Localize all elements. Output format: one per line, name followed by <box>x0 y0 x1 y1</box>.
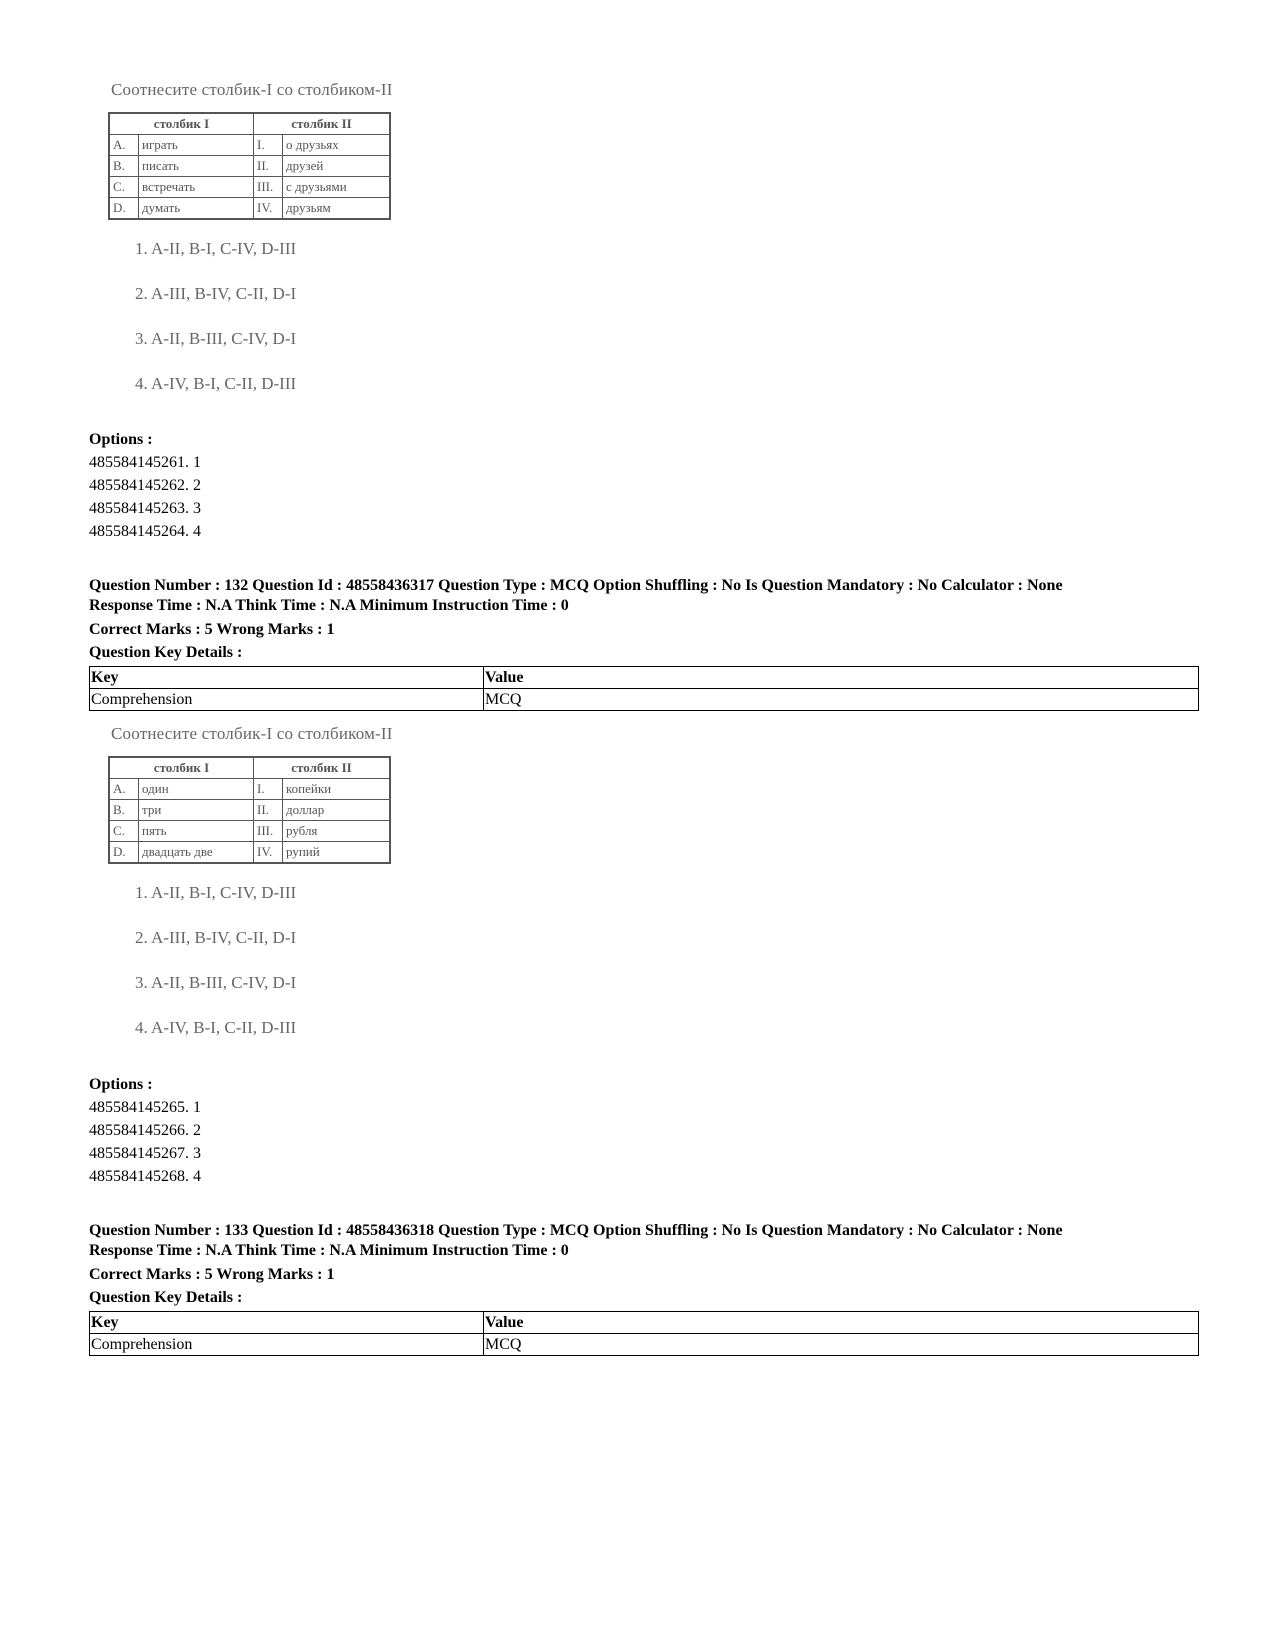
marks-line: Correct Marks : 5 Wrong Marks : 1 <box>89 621 335 638</box>
row-right: копейки <box>283 779 391 800</box>
row-left: двадцать две <box>139 842 254 864</box>
col2-header: столбик II <box>254 113 391 135</box>
row-right: рубля <box>283 821 391 842</box>
table-row <box>109 198 390 220</box>
row-right: доллар <box>283 800 391 821</box>
option-item: 485584145266. 2 <box>89 1122 201 1139</box>
choice-4: 4. A-IV, B-I, C-II, D-III <box>135 374 297 393</box>
row-roman: III. <box>254 821 283 842</box>
option-item: 485584145264. 4 <box>89 523 201 540</box>
key-value-table <box>89 666 1199 711</box>
key-details-label: Question Key Details : <box>89 644 243 661</box>
row-left: писать <box>139 156 254 177</box>
answer-choices <box>135 238 448 418</box>
choice-4: 4. A-IV, B-I, C-II, D-III <box>135 1018 297 1037</box>
options-label: Options : <box>89 431 153 448</box>
options-label: Options : <box>89 1076 153 1093</box>
key-value-table <box>89 1311 1199 1356</box>
key-cell: Comprehension <box>90 689 484 711</box>
row-letter: B. <box>109 800 139 821</box>
row-left: встречать <box>139 177 254 198</box>
value-header: Value <box>484 667 1199 689</box>
table-row <box>109 779 390 800</box>
value-cell: MCQ <box>484 1334 1199 1356</box>
table-row <box>109 156 390 177</box>
choice-3: 3. A-II, B-III, C-IV, D-I <box>135 973 297 992</box>
row-left: думать <box>139 198 254 220</box>
choice-3: 3. A-II, B-III, C-IV, D-I <box>135 329 297 348</box>
col1-header: столбик I <box>109 113 254 135</box>
key-header: Key <box>90 1312 484 1334</box>
options-list-1 <box>89 428 1199 543</box>
row-roman: II. <box>254 156 283 177</box>
col1-header: столбик I <box>109 757 254 779</box>
question-info-line: Question Number : 133 Question Id : 48558436318 Question Type : MCQ Option Shuffling : No Is Question Mandatory : No Calculator : None <box>89 1222 1063 1239</box>
key-details-label: Question Key Details : <box>89 1289 243 1306</box>
answer-choices <box>135 882 448 1062</box>
table-row <box>109 821 390 842</box>
row-right: рупий <box>283 842 391 864</box>
choice-1: 1. A-II, B-I, C-IV, D-III <box>135 239 297 258</box>
option-item: 485584145267. 3 <box>89 1145 201 1162</box>
table-row <box>109 800 390 821</box>
row-roman: IV. <box>254 842 283 864</box>
table-row <box>109 177 390 198</box>
option-item: 485584145263. 3 <box>89 500 201 517</box>
choice-1: 1. A-II, B-I, C-IV, D-III <box>135 883 297 902</box>
row-right: с друзьями <box>283 177 391 198</box>
row-left: пять <box>139 821 254 842</box>
row-letter: D. <box>109 842 139 864</box>
row-right: о друзьях <box>283 135 391 156</box>
option-item: 485584145261. 1 <box>89 454 201 471</box>
question-title: Соотнесите столбик-I со столбиком-II <box>111 724 393 743</box>
match-table <box>108 112 391 220</box>
option-item: 485584145262. 2 <box>89 477 201 494</box>
question-image-2 <box>108 724 448 1062</box>
value-header: Value <box>484 1312 1199 1334</box>
row-letter: A. <box>109 779 139 800</box>
choice-2: 2. A-III, B-IV, C-II, D-I <box>135 284 297 303</box>
key-cell: Comprehension <box>90 1334 484 1356</box>
question-time-line: Response Time : N.A Think Time : N.A Minimum Instruction Time : 0 <box>89 1242 569 1259</box>
value-cell: MCQ <box>484 689 1199 711</box>
row-letter: D. <box>109 198 139 220</box>
row-roman: I. <box>254 779 283 800</box>
question-title: Соотнесите столбик-I со столбиком-II <box>111 80 393 99</box>
question-time-line: Response Time : N.A Think Time : N.A Minimum Instruction Time : 0 <box>89 597 569 614</box>
row-right: друзьям <box>283 198 391 220</box>
row-roman: IV. <box>254 198 283 220</box>
question-header-133 <box>89 1221 1199 1309</box>
question-header-132 <box>89 576 1199 664</box>
question-info-line: Question Number : 132 Question Id : 48558436317 Question Type : MCQ Option Shuffling : No Is Question Mandatory : No Calculator : None <box>89 577 1063 594</box>
row-letter: C. <box>109 821 139 842</box>
row-left: играть <box>139 135 254 156</box>
key-header: Key <box>90 667 484 689</box>
row-left: один <box>139 779 254 800</box>
option-item: 485584145265. 1 <box>89 1099 201 1116</box>
row-letter: B. <box>109 156 139 177</box>
row-left: три <box>139 800 254 821</box>
table-row <box>109 842 390 864</box>
row-roman: I. <box>254 135 283 156</box>
col2-header: столбик II <box>254 757 391 779</box>
row-roman: II. <box>254 800 283 821</box>
options-list-2 <box>89 1073 1199 1188</box>
match-table <box>108 756 391 864</box>
option-item: 485584145268. 4 <box>89 1168 201 1185</box>
row-letter: C. <box>109 177 139 198</box>
choice-2: 2. A-III, B-IV, C-II, D-I <box>135 928 297 947</box>
row-roman: III. <box>254 177 283 198</box>
question-image-1 <box>108 80 448 418</box>
marks-line: Correct Marks : 5 Wrong Marks : 1 <box>89 1266 335 1283</box>
row-letter: A. <box>109 135 139 156</box>
row-right: друзей <box>283 156 391 177</box>
table-row <box>109 135 390 156</box>
